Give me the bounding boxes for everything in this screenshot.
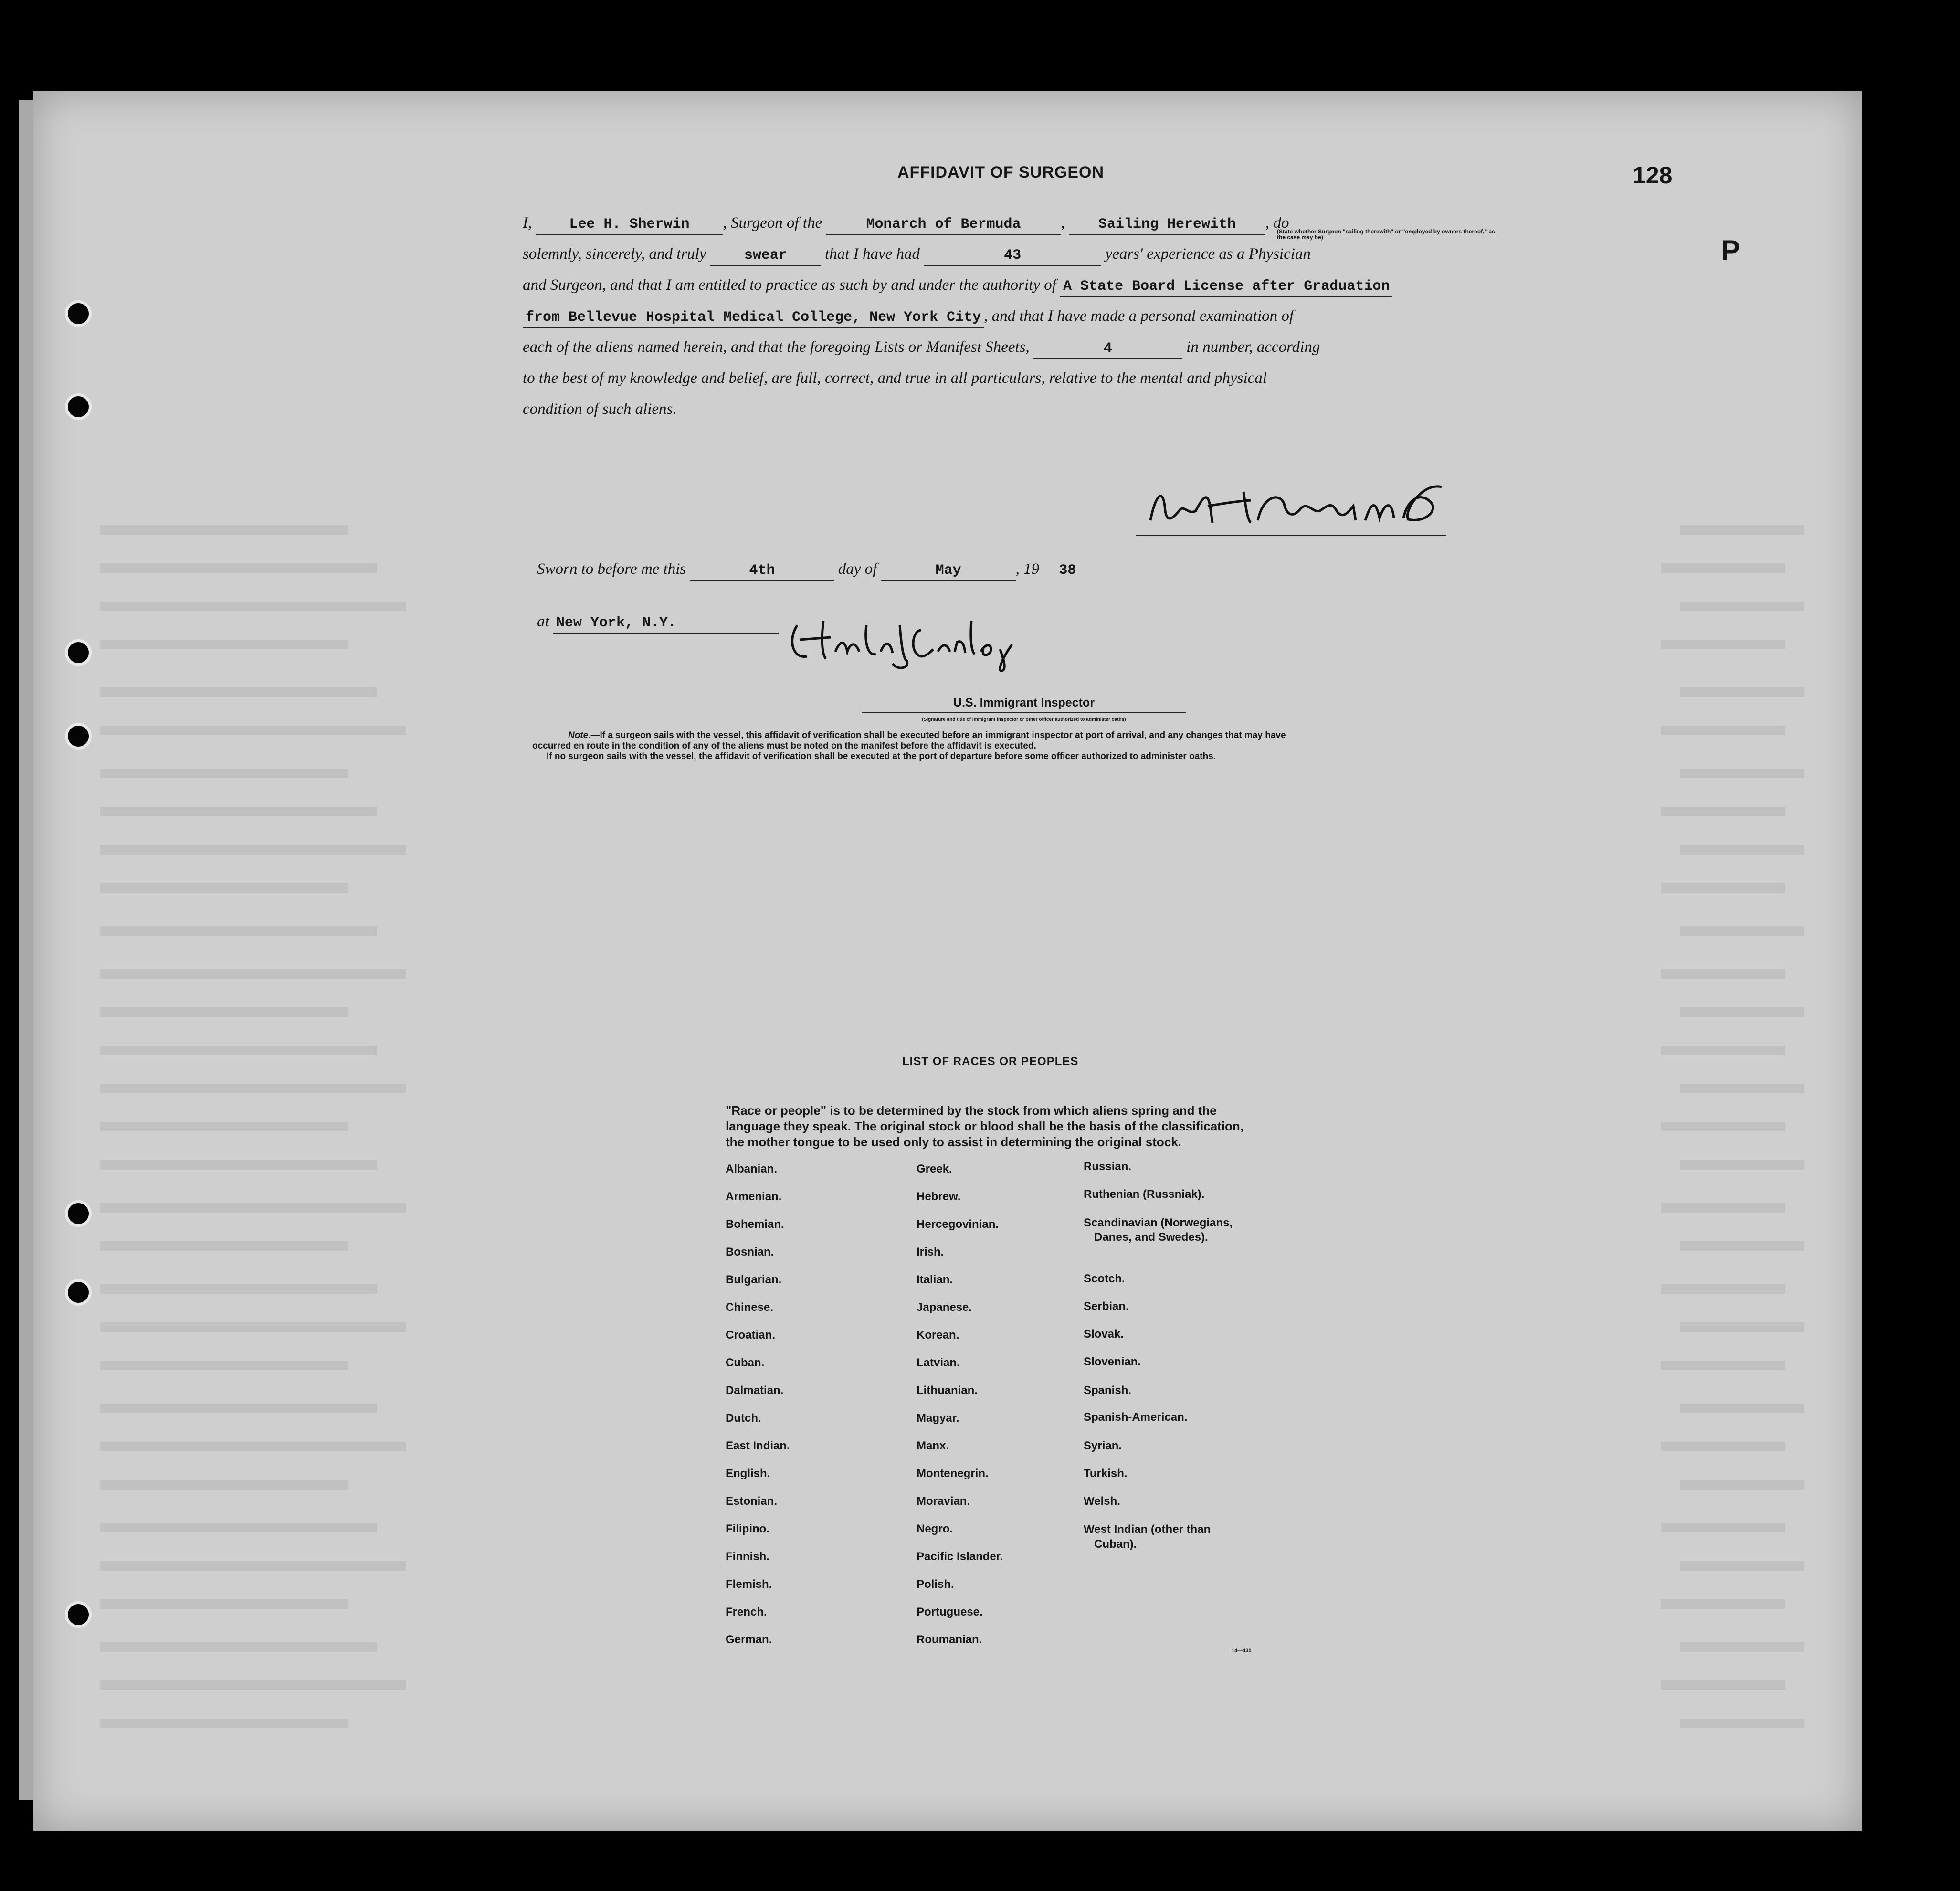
bleed-through-row xyxy=(1680,1322,1804,1332)
race-item: West Indian (other than xyxy=(1084,1523,1211,1536)
surgeon-signature-scrawl xyxy=(1136,477,1446,535)
bleed-through-row xyxy=(100,926,377,936)
race-item: Syrian. xyxy=(1084,1439,1122,1452)
race-item: Finnish. xyxy=(726,1550,769,1563)
race-item: Serbian. xyxy=(1084,1300,1129,1313)
bleed-through-row xyxy=(100,1642,377,1652)
race-item: Hebrew. xyxy=(917,1190,961,1203)
bleed-through-row xyxy=(100,1007,348,1017)
surgeon-name-field: Lee H. Sherwin xyxy=(536,215,723,235)
page-number: 128 xyxy=(1633,162,1673,189)
bleed-through-row xyxy=(1680,687,1804,697)
race-item: Lithuanian. xyxy=(917,1384,978,1397)
corner-mark: P xyxy=(1721,234,1740,266)
oath-field: swear xyxy=(710,246,821,266)
affidavit-line-5 xyxy=(523,332,1573,363)
text-surgeon-of: , Surgeon of the xyxy=(723,214,822,232)
year-field: 38 xyxy=(1059,562,1076,579)
races-column-3 xyxy=(1084,1162,1332,1764)
race-item: Scotch. xyxy=(1084,1272,1125,1285)
bleed-through-row xyxy=(100,1561,406,1571)
bleed-through-row xyxy=(100,1599,348,1609)
bleed-through-row xyxy=(1680,1719,1804,1728)
bleed-through-row xyxy=(1680,1241,1804,1251)
bleed-through-row xyxy=(100,726,406,735)
bleed-through-row xyxy=(1680,1480,1804,1490)
race-item: East Indian. xyxy=(726,1439,790,1452)
note-text-1: —If a surgeon sails with the vessel, this affidavit of verification shall be executed before an immigrant inspector at port of arrival, and any changes that may have xyxy=(590,730,1286,740)
note-line-2 xyxy=(532,741,1487,751)
race-item: Greek. xyxy=(917,1162,952,1175)
binder-hole xyxy=(68,1203,89,1224)
race-item: Bosnian. xyxy=(726,1246,774,1258)
vessel-name-field: Monarch of Bermuda xyxy=(826,215,1061,235)
affidavit-line-7 xyxy=(523,394,1573,425)
race-item: Welsh. xyxy=(1084,1495,1120,1508)
note-line-3 xyxy=(547,751,1487,762)
binder-hole xyxy=(68,642,89,663)
authority-field-2: from Bellevue Hospital Medical College, New York City xyxy=(523,308,984,328)
race-item: Portuguese. xyxy=(917,1606,983,1618)
bleed-through-row xyxy=(100,687,377,697)
document-title: AFFIDAVIT OF SURGEON xyxy=(897,163,1105,181)
bleed-through-row xyxy=(1661,969,1785,979)
bleed-through-row xyxy=(100,1160,377,1170)
bleed-through-row xyxy=(1661,640,1785,649)
race-item: Cuban). xyxy=(1094,1538,1137,1551)
race-item: Hercegovinian. xyxy=(917,1218,999,1231)
text-had: that I have had xyxy=(825,245,920,263)
race-item: Spanish-American. xyxy=(1084,1411,1188,1424)
bleed-through-row xyxy=(1680,926,1804,936)
bleed-through-row xyxy=(1661,1361,1785,1370)
bleed-through-row xyxy=(1661,1680,1785,1690)
bleed-through-row xyxy=(1680,1084,1804,1093)
bleed-through-row xyxy=(1680,525,1804,535)
bleed-through-row xyxy=(1680,1561,1804,1571)
bleed-through-row xyxy=(100,1046,377,1055)
note-text-3: If no surgeon sails with the vessel, the affidavit of verification shall be executed at the port of departure before some officer authorized to administer oaths. xyxy=(547,751,1216,761)
text-best-of-knowledge: to the best of my knowledge and belief, are full, correct, and true in all particulars, relative to the mental and physical xyxy=(523,370,1267,387)
bleed-through-row xyxy=(1661,726,1785,735)
race-item: Croatian. xyxy=(726,1329,776,1342)
race-item: Polish. xyxy=(917,1578,954,1591)
race-item: Danes, and Swedes). xyxy=(1094,1231,1208,1244)
race-item: Slovak. xyxy=(1084,1328,1124,1341)
binder-hole xyxy=(68,726,89,747)
bleed-through-row xyxy=(1661,807,1785,816)
race-item: Roumanian. xyxy=(917,1633,982,1646)
race-item: Cuban. xyxy=(726,1356,765,1369)
bleed-through-row xyxy=(100,1203,406,1213)
form-number: 14—430 xyxy=(1232,1648,1252,1654)
bleed-through-row xyxy=(1680,1404,1804,1413)
races-intro: "Race or people" is to be determined by the stock from which aliens spring and the language they speak. The original stock or blood shall be the basis of the classification, the mother tongue to be used only to assist in determining the original stock. xyxy=(726,1103,1244,1149)
bleed-through-row xyxy=(100,1241,348,1251)
bleed-through-row xyxy=(1661,1284,1785,1294)
bleed-through-row xyxy=(1661,1599,1785,1609)
bleed-through-row xyxy=(1680,769,1804,778)
bleed-through-row xyxy=(100,640,348,649)
years-field: 43 xyxy=(924,246,1101,266)
binder-hole xyxy=(68,303,89,324)
document-page xyxy=(33,91,1862,1831)
race-item: Bohemian. xyxy=(726,1218,784,1231)
place-line xyxy=(537,606,779,637)
bleed-through-row xyxy=(1661,883,1785,893)
text-years-experience: years' experience as a Physician xyxy=(1105,245,1311,263)
text-each-of-aliens: each of the aliens named herein, and that the foregoing Lists or Manifest Sheets, xyxy=(523,338,1030,356)
race-item: German. xyxy=(726,1633,772,1646)
bleed-through-row xyxy=(100,1480,348,1490)
race-item: Bulgarian. xyxy=(726,1273,782,1286)
text-day-of: day of xyxy=(838,560,877,578)
race-item: Armenian. xyxy=(726,1190,782,1203)
sworn-line xyxy=(537,554,1092,585)
inspector-signature-scrawl xyxy=(778,611,1026,673)
race-item: Montenegrin. xyxy=(917,1467,989,1480)
bleed-through-row xyxy=(100,1361,348,1370)
note-line-1 xyxy=(532,730,1487,741)
bleed-through-row xyxy=(1680,602,1804,611)
races-column-1 xyxy=(726,1162,917,1764)
binder-hole xyxy=(68,1282,89,1303)
bleed-through-row xyxy=(1680,1160,1804,1170)
text-i: I, xyxy=(523,214,532,232)
races-column-2 xyxy=(917,1162,1107,1764)
race-item: Albanian. xyxy=(726,1162,778,1175)
race-item: Moravian. xyxy=(917,1495,970,1508)
bleed-through-row xyxy=(100,769,348,778)
bleed-through-row xyxy=(100,1523,377,1532)
affidavit-line-6 xyxy=(523,363,1573,394)
inspector-caption: (Signature and title of immigrant inspector or other officer authorized to administer oaths) xyxy=(922,717,1126,722)
binder-hole xyxy=(68,1604,89,1625)
affidavit-line-2 xyxy=(523,239,1573,270)
race-item: Pacific Islander. xyxy=(917,1550,1003,1563)
races-title: LIST OF RACES OR PEOPLES xyxy=(902,1055,1079,1068)
bleed-through-row xyxy=(100,602,406,611)
text-condition: condition of such aliens. xyxy=(523,401,677,418)
note-text-2: occurred en route in the condition of any of the aliens must be noted on the manifest before the affidavit is executed. xyxy=(532,741,1036,751)
text-do: , do xyxy=(1265,214,1289,232)
note-label: Note. xyxy=(568,730,591,740)
race-item: English. xyxy=(726,1467,770,1480)
binder-hole xyxy=(68,396,89,417)
bleed-through-row xyxy=(1661,1203,1785,1213)
bleed-through-row xyxy=(100,807,377,816)
text-sworn: Sworn to before me this xyxy=(537,560,686,578)
bleed-through-row xyxy=(100,1122,348,1131)
race-item: Ruthenian (Russniak). xyxy=(1084,1188,1205,1201)
race-item: Magyar. xyxy=(917,1412,959,1425)
bleed-through-row xyxy=(100,1680,406,1690)
bleed-through-row xyxy=(100,1719,348,1728)
race-item: Dalmatian. xyxy=(726,1384,784,1397)
race-item: Manx. xyxy=(917,1439,949,1452)
text-solemnly: solemnly, sincerely, and truly xyxy=(523,245,706,263)
race-item: Japanese. xyxy=(917,1301,972,1314)
bleed-through-row xyxy=(100,525,348,535)
inspector-title: U.S. Immigrant Inspector xyxy=(862,696,1186,713)
month-field: May xyxy=(881,561,1016,581)
race-item: Spanish. xyxy=(1084,1384,1132,1397)
bleed-through-row xyxy=(1680,845,1804,855)
race-item: Estonian. xyxy=(726,1495,778,1508)
bleed-through-row xyxy=(100,845,406,855)
race-item: Italian. xyxy=(917,1273,953,1286)
bleed-through-row xyxy=(1661,1046,1785,1055)
bleed-through-row xyxy=(100,1284,377,1294)
text-personal-examination: , and that I have made a personal examination of xyxy=(984,307,1294,325)
race-item: Russian. xyxy=(1084,1160,1132,1173)
bleed-through-row xyxy=(100,1442,406,1451)
text-at: at xyxy=(537,613,549,630)
affidavit-line-4 xyxy=(523,301,1573,332)
race-item: Latvian. xyxy=(917,1356,960,1369)
bleed-through-row xyxy=(1661,1523,1785,1532)
bleed-through-row xyxy=(100,563,377,573)
race-item: Turkish. xyxy=(1084,1467,1128,1480)
bleed-through-row xyxy=(1661,563,1785,573)
authority-field-1: A State Board License after Graduation xyxy=(1060,277,1392,297)
text-in-number: in number, according xyxy=(1186,338,1320,356)
affidavit-line-3 xyxy=(523,270,1573,301)
bleed-through-row xyxy=(100,1404,377,1413)
affidavit-body xyxy=(523,208,1573,425)
race-item: Filipino. xyxy=(726,1522,769,1535)
race-item: Negro. xyxy=(917,1522,953,1535)
race-item: Irish. xyxy=(917,1246,944,1258)
bleed-through-row xyxy=(100,969,406,979)
place-field: New York, N.Y. xyxy=(553,613,779,634)
day-field: 4th xyxy=(690,561,834,581)
bleed-through-row xyxy=(100,1322,406,1332)
sheets-field: 4 xyxy=(1033,339,1182,359)
affidavit-line-1: I, Lee H. Sherwin , Surgeon of the Monarch of Bermuda , Sailing Herewith , do (State whether Surgeon "sailing therewith" or "employed by owners thereof," as the case may be) xyxy=(523,208,1573,239)
race-item: Flemish. xyxy=(726,1578,772,1591)
race-item: Korean. xyxy=(917,1329,959,1342)
surgeon-status-field: Sailing Herewith xyxy=(1069,215,1265,235)
bleed-through-row xyxy=(100,883,348,893)
race-item: Slovenian. xyxy=(1084,1355,1141,1368)
bleed-through-row xyxy=(1680,1642,1804,1652)
race-item: Scandinavian (Norwegians, xyxy=(1084,1216,1233,1229)
bleed-through-row xyxy=(1680,1007,1804,1017)
text-nineteen: , 19 xyxy=(1015,560,1040,578)
bleed-through-row xyxy=(1661,1442,1785,1451)
surgeon-signature xyxy=(1136,477,1446,536)
inspector-signature xyxy=(778,611,1026,673)
status-note: (State whether Surgeon "sailing therewith" or "employed by owners thereof," as the case may be) xyxy=(1277,228,1495,241)
race-item: Dutch. xyxy=(726,1412,761,1425)
race-item: French. xyxy=(726,1606,767,1618)
text-and-surgeon: and Surgeon, and that I am entitled to practice as such by and under the authority of xyxy=(523,276,1056,294)
note-block xyxy=(532,730,1487,762)
bleed-through-row xyxy=(100,1084,406,1093)
race-item: Chinese. xyxy=(726,1301,774,1314)
bleed-through-row xyxy=(1661,1122,1785,1131)
